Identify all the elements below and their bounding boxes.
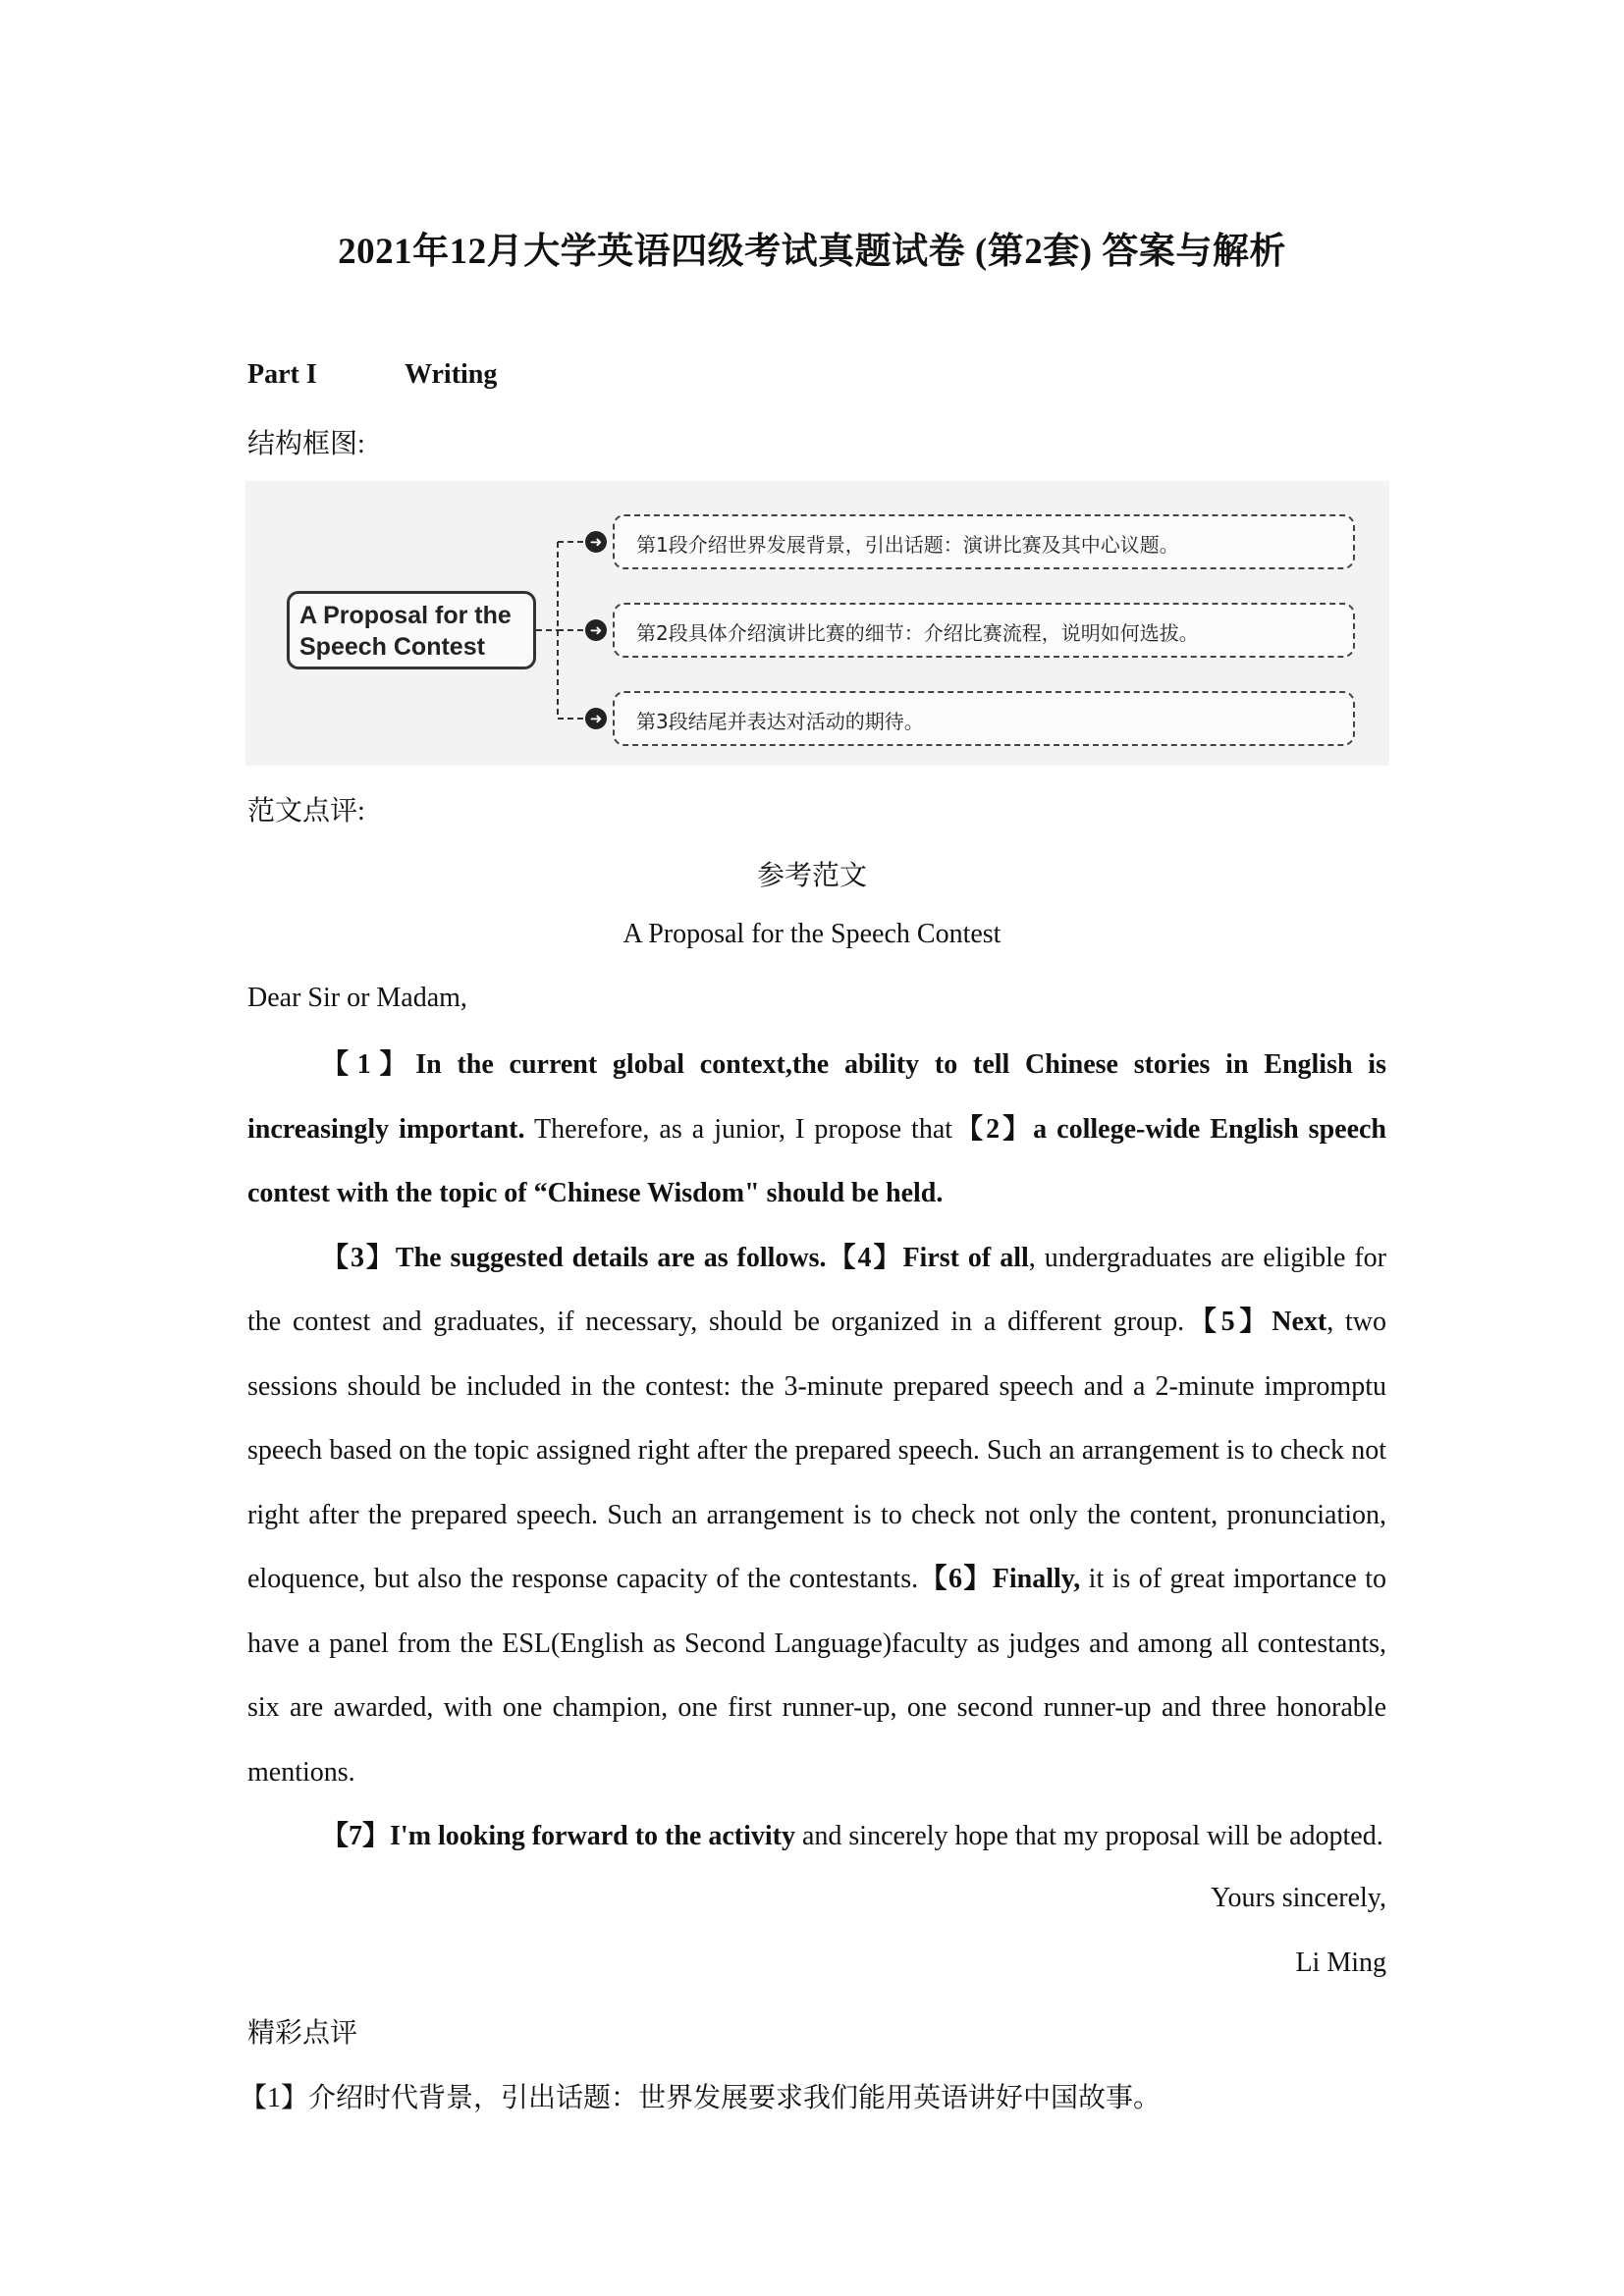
bold-phrase-2: a college-wide English speech contest with the topic of “Chinese Wisdom" should be held. bbox=[247, 1113, 1387, 1208]
marker-1: 【1】 bbox=[321, 1049, 416, 1080]
comment-1: 【1】介绍时代背景，引出话题：世界发展要求我们能用英语讲好中国故事。 bbox=[240, 2083, 1162, 2113]
arrow-right-icon: ➜ bbox=[585, 531, 607, 553]
part-number: Part I bbox=[247, 359, 317, 390]
text-6: it is of great importance to have a panel from the ESL(English as Second Language)faculty as judges and among all contestants, six are awarded, with one champion, one first runner-up, one second runner-up and three honorable mentions. bbox=[247, 1564, 1386, 1788]
part-name: Writing bbox=[405, 359, 498, 390]
marker-2: 【2】 bbox=[952, 1113, 1034, 1145]
signature: Li Ming bbox=[1295, 1948, 1386, 1978]
arrow-right-icon: ➜ bbox=[585, 619, 607, 641]
essay-title: A Proposal for the Speech Contest bbox=[623, 919, 1001, 949]
text-1: Therefore, as a junior, I propose that bbox=[524, 1113, 953, 1145]
essay-paragraph-1 bbox=[247, 1033, 1386, 1226]
salutation: Dear Sir or Madam, bbox=[247, 983, 467, 1013]
essay-paragraph-3 bbox=[247, 1804, 1386, 1869]
diagram-branch-3: 第3段结尾并表达对活动的期待。 bbox=[613, 691, 1355, 746]
closing: Yours sincerely, bbox=[1211, 1883, 1386, 1913]
part-heading bbox=[247, 359, 497, 391]
reference-heading: 参考范文 bbox=[756, 861, 867, 891]
essay-review-label: 范文点评: bbox=[247, 796, 365, 827]
essay-paragraph-2 bbox=[247, 1226, 1386, 1805]
bold-phrase-6: Finally, bbox=[992, 1564, 1081, 1594]
diagram-root-node: A Proposal for the Speech Contest bbox=[287, 591, 536, 669]
structure-label: 结构框图: bbox=[247, 429, 365, 459]
marker-6: 【6】 bbox=[918, 1564, 993, 1594]
marker-4: 【4】 bbox=[826, 1242, 903, 1273]
essay-body bbox=[247, 1033, 1386, 1869]
bold-phrase-1: In the current global context,the ability to tell Chinese stories in English is increasingly important. bbox=[247, 1049, 1386, 1145]
text-7: and sincerely hope that my proposal will be adopted. bbox=[794, 1821, 1383, 1851]
text-4: , undergraduates are eligible for the contest and graduates, if necessary, should be organized in a different group. bbox=[247, 1242, 1386, 1337]
bold-phrase-4: First of all bbox=[902, 1242, 1029, 1273]
bold-phrase-5: Next bbox=[1272, 1307, 1327, 1337]
marker-7: 【7】 bbox=[321, 1821, 391, 1851]
bold-phrase-3: The suggested details are as follows. bbox=[395, 1242, 827, 1273]
marker-3: 【3】 bbox=[321, 1242, 396, 1273]
bold-phrase-7: I'm looking forward to the activity bbox=[390, 1821, 795, 1851]
arrow-right-icon: ➜ bbox=[585, 708, 607, 729]
text-5: , two sessions should be included in the contest: the 3-minute prepared speech and a 2-minute impromptu speech based on the topic assigned right after the prepared speech. Such an arrangement is to check not right after the prepared speech. Such an arrangement is to check not only the content, pronunciation, eloquence, but also the response capacity of the contestants. bbox=[247, 1307, 1386, 1594]
structure-diagram bbox=[245, 481, 1389, 766]
marker-5: 【5】 bbox=[1184, 1307, 1272, 1337]
diagram-branch-1: 第1段介绍世界发展背景，引出话题：演讲比赛及其中心议题。 bbox=[613, 514, 1355, 569]
highlights-label: 精彩点评 bbox=[247, 2018, 358, 2049]
diagram-branch-2: 第2段具体介绍演讲比赛的细节：介绍比赛流程，说明如何选拔。 bbox=[613, 603, 1355, 658]
page-title: 2021年12月大学英语四级考试真题试卷 (第2套) 答案与解析 bbox=[338, 232, 1286, 272]
